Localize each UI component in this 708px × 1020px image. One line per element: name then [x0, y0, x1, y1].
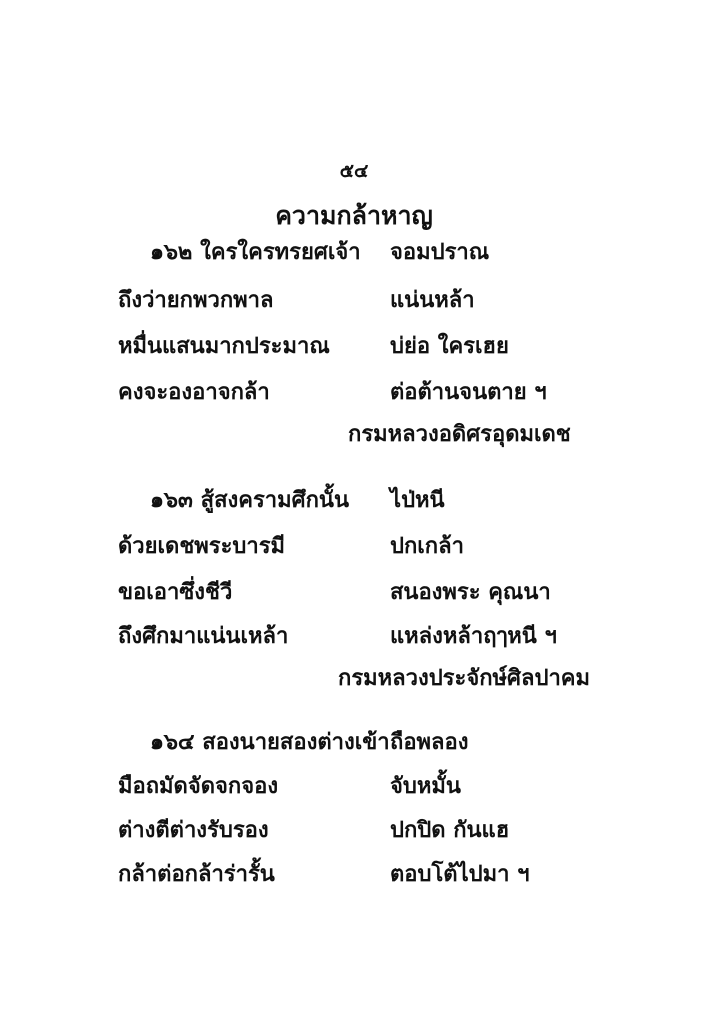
poem-line-left: ใครใครทรยศเจ้า [200, 240, 361, 265]
poem-author: กรมหลวงอดิศรอุดมเดช [348, 422, 571, 447]
poem-162-first-line [150, 238, 361, 268]
poem-line-right: ต่อต้านจนตาย ฯ [390, 380, 547, 405]
poem-line-left: สู้สงครามศึกนั้น [200, 488, 349, 513]
poem-line-left: กล้าต่อกล้าร่ารั้น [118, 862, 275, 887]
section-title: ความกล้าหาญ [275, 201, 433, 230]
poem-line-right: แน่นหล้า [390, 288, 475, 313]
poem-line-right: ไป่หนี [390, 488, 445, 513]
poem-line-left: ขอเอาซึ่งชีวี [118, 580, 233, 605]
poem-line-right: แหล่งหล้าฤๅหนี ฯ [390, 624, 557, 649]
poem-line-left: มือถมัดจัดจกจอง [118, 774, 279, 799]
poem-line-left: หมื่นแสนมากประมาณ [118, 334, 330, 359]
poem-163-first-line [150, 486, 349, 516]
poem-line-right: ถือพลอง [390, 730, 469, 755]
poem-line-right: ปกปิด กันแฮ [390, 818, 510, 843]
poem-line-left: ต่างตีต่างรับรอง [118, 818, 269, 843]
poem-line-right: ปกเกล้า [390, 534, 464, 559]
poem-number: ๑๖๓ [150, 488, 193, 513]
poem-line-left: ด้วยเดชพระบารมี [118, 534, 286, 559]
page-number: ๕๔ [339, 160, 369, 182]
poem-line-right: บ่ย่อ ใครเฮย [390, 334, 509, 359]
poem-line-right: จอมปราณ [390, 240, 490, 265]
poem-line-left: ถึงศึกมาแน่นเหล้า [118, 624, 289, 649]
poem-line-left: คงจะองอาจกล้า [118, 380, 270, 405]
poem-number: ๑๖๒ [150, 240, 193, 265]
poem-line-right: ตอบโต้ไปมา ฯ [390, 862, 530, 887]
poem-line-right: จับหมั้น [390, 774, 461, 799]
poem-line-right: สนองพระ คุณนา [390, 580, 551, 605]
poem-164-first-line [150, 728, 390, 758]
poem-author: กรมหลวงประจักษ์ศิลปาคม [338, 666, 591, 691]
poem-number: ๑๖๔ [150, 730, 195, 755]
poem-line-left: ถึงว่ายกพวกพาล [118, 288, 274, 313]
poem-line-left: สองนายสองต่างเข้า [202, 730, 390, 755]
